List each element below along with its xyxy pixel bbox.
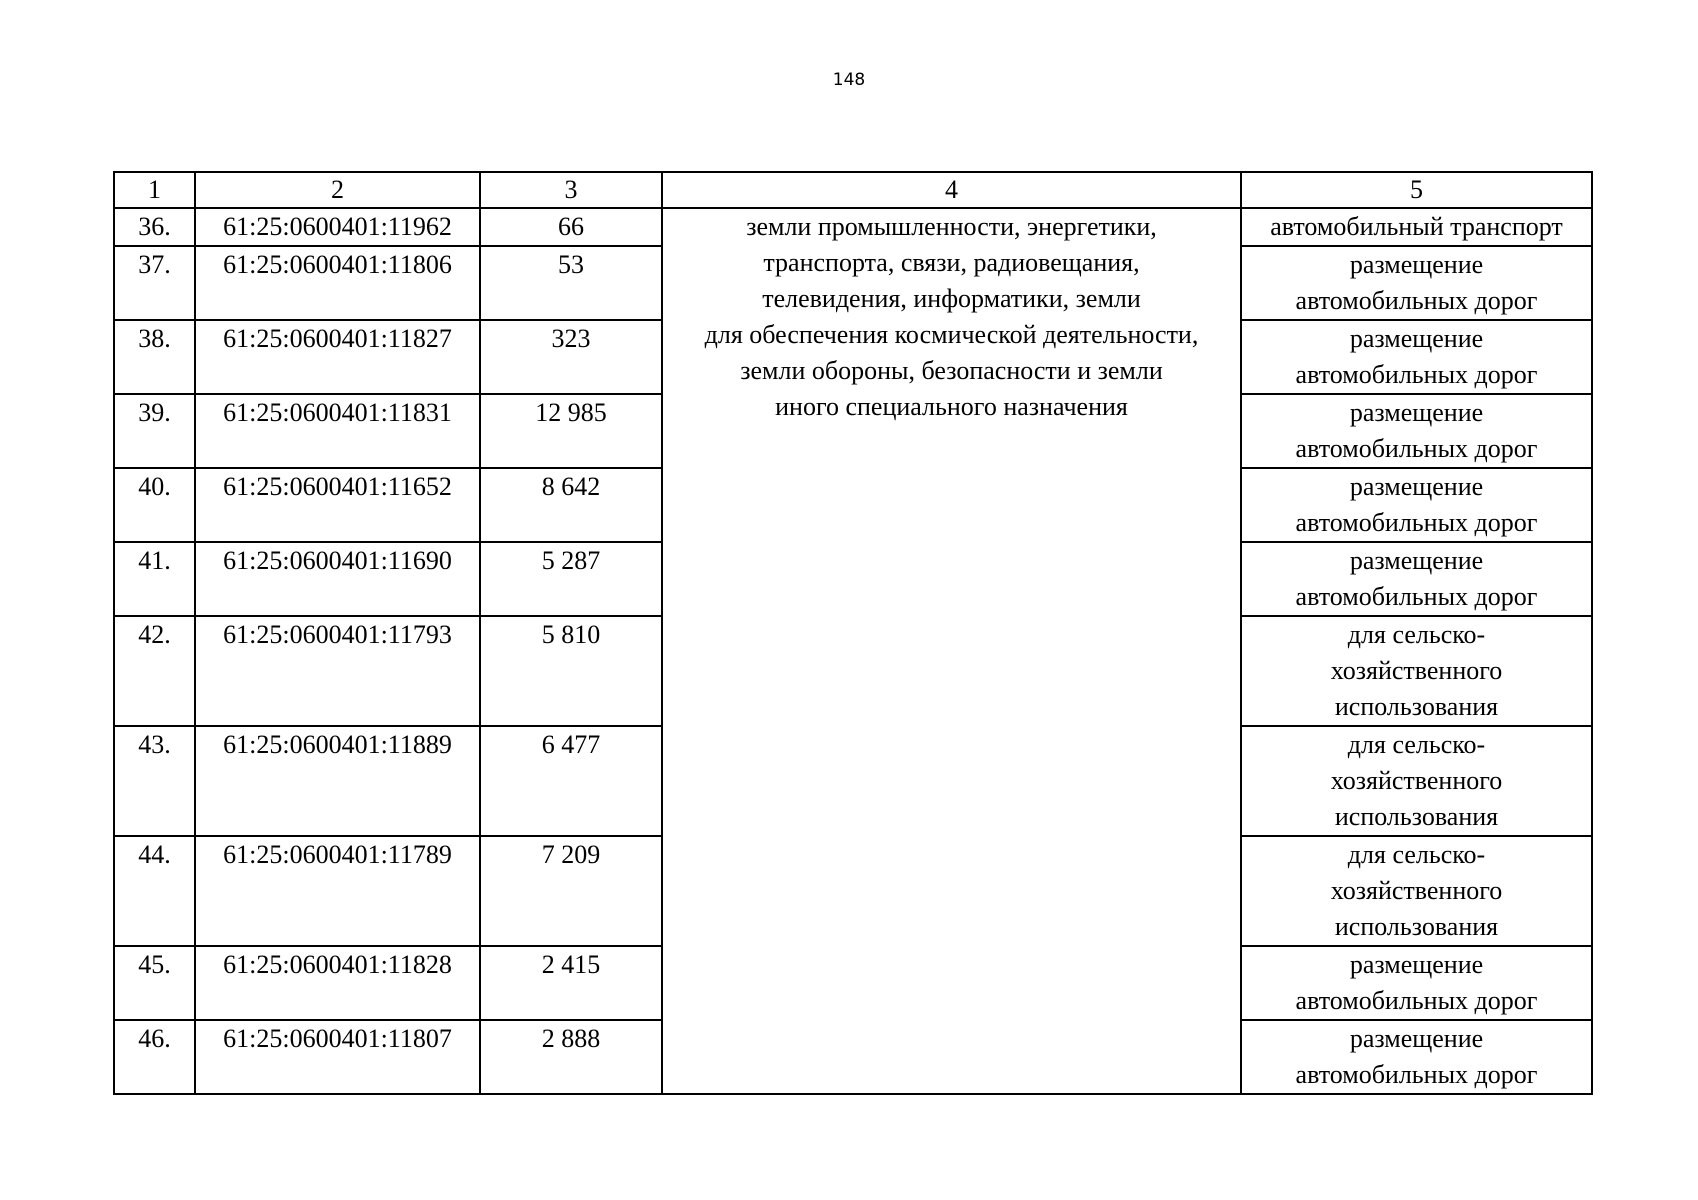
plot-area: 8 642 (480, 468, 662, 542)
permitted-use: размещение автомобильных дорог (1241, 946, 1592, 1020)
column-header: 1 (114, 172, 195, 208)
permitted-use: размещение автомобильных дорог (1241, 468, 1592, 542)
plot-area: 5 810 (480, 616, 662, 726)
cadastral-number: 61:25:0600401:11827 (195, 320, 480, 394)
column-header: 5 (1241, 172, 1592, 208)
plot-area: 2 888 (480, 1020, 662, 1094)
plot-area: 53 (480, 246, 662, 320)
permitted-use: для сельско- хозяйственного использования (1241, 836, 1592, 946)
permitted-use: для сельско- хозяйственного использования (1241, 616, 1592, 726)
table-header-row (114, 172, 1592, 208)
row-number: 43. (114, 726, 195, 836)
cadastral-number: 61:25:0600401:11962 (195, 208, 480, 246)
row-number: 37. (114, 246, 195, 320)
land-category: земли промышленности, энергетики, транспорта, связи, радиовещания, телевидения, информатики, земли для обеспечения космической деятельности, земли обороны, безопасности и земли иного специального назначения (662, 208, 1241, 1094)
plot-area: 6 477 (480, 726, 662, 836)
permitted-use: размещение автомобильных дорог (1241, 246, 1592, 320)
cadastral-number: 61:25:0600401:11690 (195, 542, 480, 616)
cadastral-number: 61:25:0600401:11806 (195, 246, 480, 320)
row-number: 45. (114, 946, 195, 1020)
cadastral-number: 61:25:0600401:11793 (195, 616, 480, 726)
land-plots-table (113, 171, 1593, 1095)
table-row (114, 208, 1592, 246)
plot-area: 5 287 (480, 542, 662, 616)
permitted-use: размещение автомобильных дорог (1241, 394, 1592, 468)
row-number: 38. (114, 320, 195, 394)
cadastral-number: 61:25:0600401:11789 (195, 836, 480, 946)
plot-area: 323 (480, 320, 662, 394)
page-number: 148 (832, 70, 866, 90)
column-header: 3 (480, 172, 662, 208)
column-header: 4 (662, 172, 1241, 208)
cadastral-number: 61:25:0600401:11828 (195, 946, 480, 1020)
row-number: 40. (114, 468, 195, 542)
cadastral-number: 61:25:0600401:11889 (195, 726, 480, 836)
row-number: 42. (114, 616, 195, 726)
cadastral-number: 61:25:0600401:11652 (195, 468, 480, 542)
permitted-use: автомобильный транспорт (1241, 208, 1592, 246)
permitted-use: для сельско- хозяйственного использования (1241, 726, 1592, 836)
row-number: 46. (114, 1020, 195, 1094)
permitted-use: размещение автомобильных дорог (1241, 1020, 1592, 1094)
cadastral-number: 61:25:0600401:11807 (195, 1020, 480, 1094)
permitted-use: размещение автомобильных дорог (1241, 320, 1592, 394)
plot-area: 12 985 (480, 394, 662, 468)
column-header: 2 (195, 172, 480, 208)
row-number: 39. (114, 394, 195, 468)
plot-area: 2 415 (480, 946, 662, 1020)
plot-area: 7 209 (480, 836, 662, 946)
row-number: 36. (114, 208, 195, 246)
permitted-use: размещение автомобильных дорог (1241, 542, 1592, 616)
plot-area: 66 (480, 208, 662, 246)
cadastral-number: 61:25:0600401:11831 (195, 394, 480, 468)
row-number: 41. (114, 542, 195, 616)
row-number: 44. (114, 836, 195, 946)
